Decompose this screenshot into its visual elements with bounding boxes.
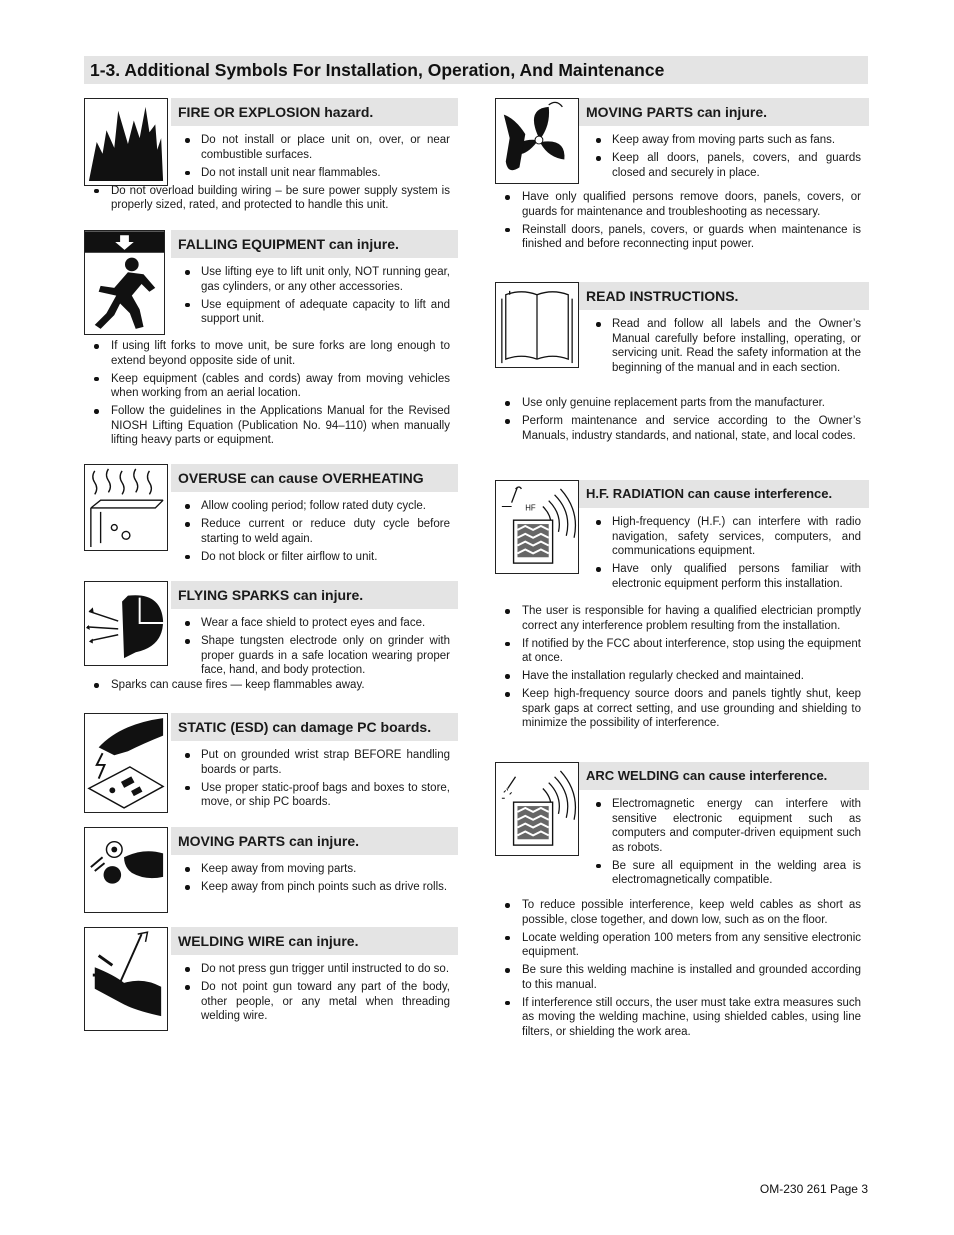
overuse-bullets — [201, 499, 450, 564]
list-item: Wear a face shield to protect eyes and face. — [201, 616, 450, 631]
list-item: Keep away from pinch points such as drive rolls. — [201, 880, 450, 895]
list-item: Do not point gun toward any part of the body, other people, or any metal when threading welding wire. — [201, 981, 450, 1022]
page-number: OM-230 261 Page 3 — [759, 1182, 868, 1196]
sparks-notes — [111, 678, 450, 693]
manual-book-icon — [495, 282, 579, 368]
hazard-arc — [495, 762, 869, 1039]
list-item: To reduce possible interference, keep weld cables as short as possible, close together, and down low, such as on the floor. — [522, 899, 861, 926]
list-item: Keep away from moving parts such as fans. — [612, 133, 861, 148]
fire-notes — [111, 184, 450, 213]
list-item: The user is responsible for having a qualified electrician promptly correct any interference problem resulting from the installation. — [522, 605, 861, 632]
list-item: Perform maintenance and service according to the Owner’s Manuals, industry standards, and national, state, and local codes. — [522, 415, 861, 442]
list-item: Shape tungsten electrode only on grinder with proper guards in a safe location wearing proper face, hand, and body protection. — [201, 635, 450, 676]
moving-left-title: MOVING PARTS can injure. — [171, 827, 458, 855]
overheating-icon — [84, 464, 168, 551]
wire-title: WELDING WIRE can injure. — [171, 927, 458, 955]
page-title: 1-3. Additional Symbols For Installation, Operation, And Maintenance — [84, 56, 868, 84]
list-item: Be sure this welding machine is installed and grounded according to this manual. — [522, 964, 861, 991]
static-title: STATIC (ESD) can damage PC boards. — [171, 713, 458, 741]
list-item: Do not press gun trigger until instructed to do so. — [201, 963, 450, 975]
hf-title: H.F. RADIATION can cause interference. — [579, 480, 869, 508]
list-item: Reduce current or reduce duty cycle before starting to weld again. — [201, 518, 450, 545]
list-item: High-frequency (H.F.) can interfere with radio navigation, safety services, computers, and communications equipment. — [612, 516, 861, 557]
list-item: Locate welding operation 100 meters from any sensitive electronic equipment. — [522, 931, 861, 958]
face-shield-icon — [84, 581, 168, 666]
sparks-title: FLYING SPARKS can injure. — [171, 581, 458, 609]
list-item: Read and follow all labels and the Owner’s Manual carefully before installing, operating, or servicing unit. Read the safety information at the beginning of the manual and in each section. — [612, 318, 861, 374]
read-bullets — [612, 317, 861, 375]
hazard-overuse — [84, 464, 458, 581]
welding-wire-icon — [84, 927, 168, 1031]
drive-rolls-icon — [84, 827, 168, 913]
list-item: Have only qualified persons remove doors, panels, covers, or guards for maintenance and troubleshooting as necessary. — [522, 191, 861, 218]
list-item: Do not block or filter airflow to unit. — [201, 550, 450, 565]
list-item: Use proper static-proof bags and boxes to store, move, or ship PC boards. — [201, 781, 450, 808]
moving-right-title: MOVING PARTS can injure. — [579, 98, 869, 126]
moving-right-notes — [522, 190, 861, 252]
list-item: Reinstall doors, panels, covers, or guards when maintenance is finished and before reconnecting input power. — [522, 223, 861, 250]
hazard-static — [84, 713, 458, 827]
list-item: Keep equipment (cables and cords) away from moving vehicles when working from an aerial location. — [111, 372, 450, 399]
moving-left-bullets — [201, 862, 450, 895]
list-item: Use lifting eye to lift unit only, NOT running gear, gas cylinders, or any other accessories. — [201, 266, 450, 293]
list-item: Do not install unit near flammables. — [201, 166, 450, 181]
read-notes — [522, 396, 861, 443]
hf-icon-label: HF — [525, 503, 536, 513]
list-item: Do not install or place unit on, over, or near combustible surfaces. — [201, 134, 450, 161]
list-item: Keep all doors, panels, covers, and guards closed and securely in place. — [612, 152, 861, 179]
list-item: Do not overload building wiring – be sure power supply system is properly sized, rated, and protected to handle this unit. — [111, 184, 450, 211]
list-item: Keep high-frequency source doors and panels tightly shut, keep spark gaps at correct setting, and use grounding and shielding to minimize the possibility of interference. — [522, 688, 861, 729]
list-item: Sparks can cause fires — keep flammables away. — [111, 678, 450, 693]
hazard-moving-right — [495, 98, 869, 282]
list-item: Keep away from moving parts. — [201, 862, 450, 877]
hazard-moving-left — [84, 827, 458, 927]
static-discharge-icon — [84, 713, 168, 813]
hazard-fire — [84, 98, 458, 230]
read-title: READ INSTRUCTIONS. — [579, 282, 869, 310]
right-column — [495, 98, 869, 1043]
arc-welding-interference-icon — [495, 762, 579, 856]
list-item: If notified by the FCC about interference, stop using the equipment at once. — [522, 637, 861, 664]
list-item: Put on grounded wrist strap BEFORE handling boards or parts. — [201, 749, 450, 776]
arc-bullets — [612, 797, 861, 888]
hazard-read — [495, 282, 869, 480]
falling-equipment-icon — [84, 230, 165, 335]
list-item: If interference still occurs, the user must take extra measures such as moving the welding machine, using shielded cables, using line filters, or shielding the work area. — [522, 996, 861, 1038]
hazard-hf — [495, 480, 869, 762]
fire-title: FIRE OR EXPLOSION hazard. — [171, 98, 458, 126]
overuse-title: OVERUSE can cause OVERHEATING — [171, 464, 458, 492]
sparks-bullets — [201, 616, 450, 678]
list-item: Allow cooling period; follow rated duty cycle. — [201, 499, 450, 514]
hf-radiation-icon — [495, 480, 579, 574]
list-item: Have the installation regularly checked and maintained. — [522, 669, 861, 684]
falling-title: FALLING EQUIPMENT can injure. — [171, 230, 458, 258]
hazard-sparks — [84, 581, 458, 713]
list-item: Be sure all equipment in the welding area is electromagnetically compatible. — [612, 859, 861, 886]
list-item: Use only genuine replacement parts from the manufacturer. — [522, 396, 861, 411]
list-item: Electromagnetic energy can interfere with sensitive electronic equipment such as computers and computer-driven equipment such as robots. — [612, 798, 861, 854]
hf-notes — [522, 604, 861, 731]
list-item: If using lift forks to move unit, be sure forks are long enough to extend beyond opposite side of unit. — [111, 340, 450, 367]
fire-icon — [84, 98, 168, 186]
wire-bullets — [201, 962, 450, 1024]
left-column — [84, 98, 458, 1037]
falling-notes — [111, 339, 450, 448]
fire-bullets — [201, 133, 450, 180]
falling-bullets — [201, 265, 450, 327]
static-bullets — [201, 748, 450, 810]
list-item: Use equipment of adequate capacity to lift and support unit. — [201, 298, 450, 325]
list-item: Have only qualified persons familiar with electronic equipment perform this installation. — [612, 563, 861, 590]
arc-notes — [522, 898, 861, 1039]
arc-title: ARC WELDING can cause interference. — [579, 762, 869, 790]
list-item: Follow the guidelines in the Applications Manual for the Revised NIOSH Lifting Equation (Publication No. 94–110) when manually lifting heavy parts or equipment. — [111, 405, 450, 446]
hazard-welding-wire — [84, 927, 458, 1037]
fan-blade-icon — [495, 98, 579, 184]
hazard-falling — [84, 230, 458, 464]
hf-bullets — [612, 515, 861, 591]
moving-right-bullets — [612, 133, 861, 180]
